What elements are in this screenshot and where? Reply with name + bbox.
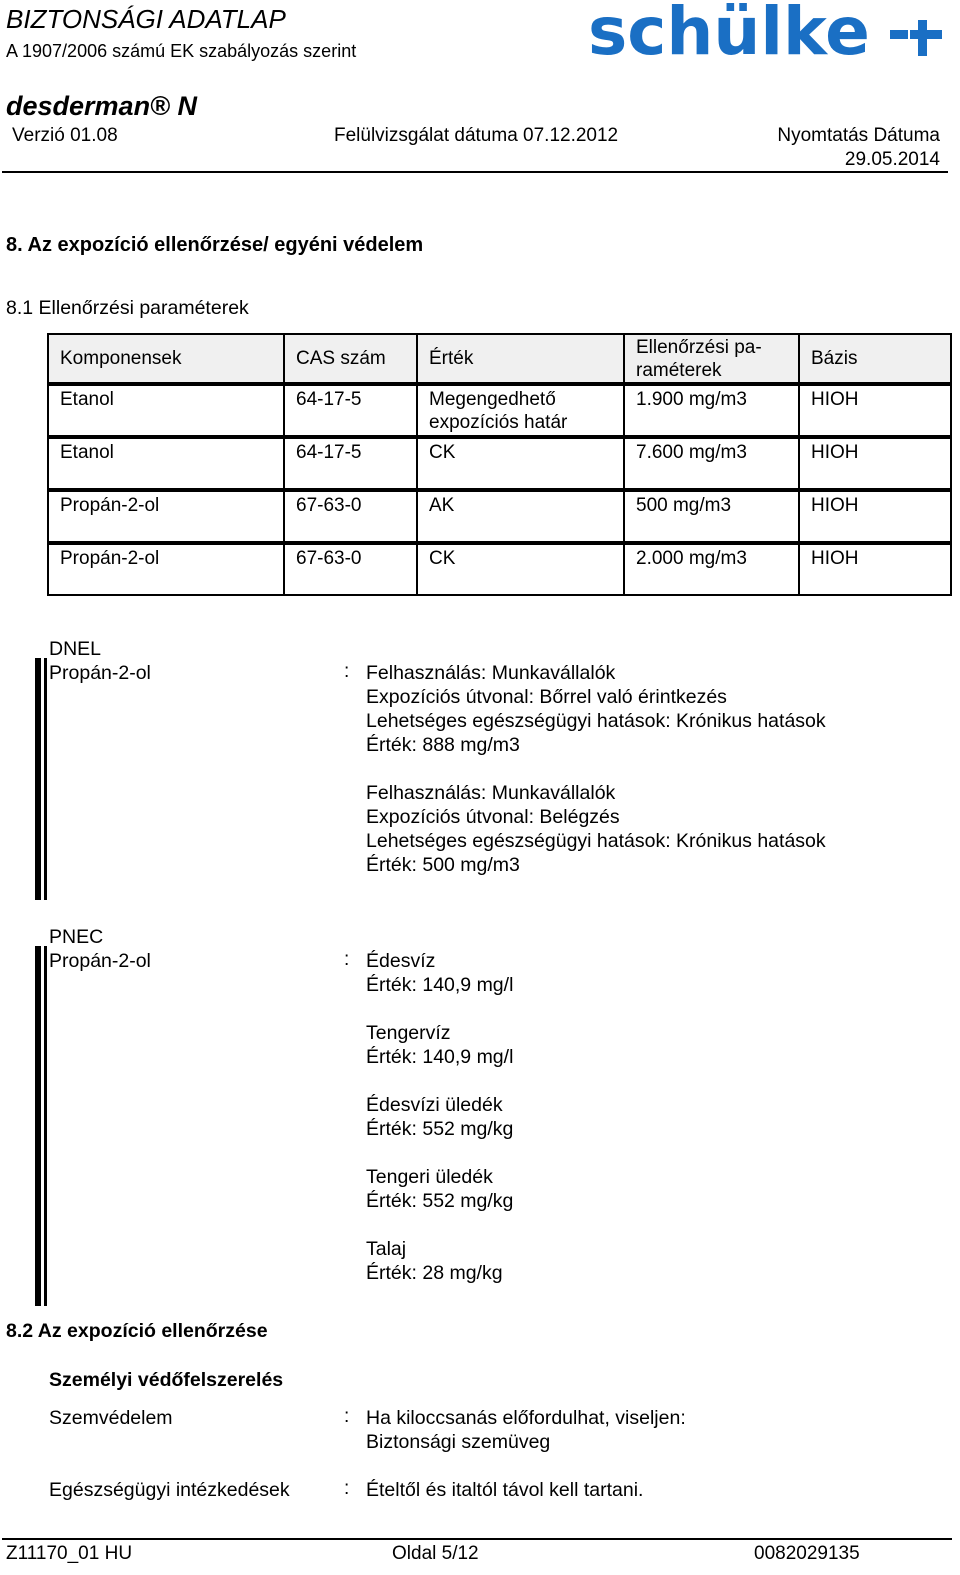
table-cell: CK xyxy=(417,437,624,490)
logo-text: schülke xyxy=(588,0,870,62)
pnec-line: Édesvízi üledék xyxy=(366,1094,503,1116)
footer-doc-code: Z11170_01 HU xyxy=(6,1543,133,1564)
header-cell: Bázis xyxy=(799,334,951,384)
document-title: BIZTONSÁGI ADATLAP xyxy=(6,4,286,34)
dnel-line: Érték: 500 mg/m3 xyxy=(366,854,520,876)
hygiene-value: Ételtől és italtól távol kell tartani. xyxy=(366,1479,644,1501)
pnec-line: Talaj xyxy=(366,1238,407,1260)
ppe-heading: Személyi védőfelszerelés xyxy=(49,1369,284,1391)
table-cell: 7.600 mg/m3 xyxy=(624,437,799,490)
section-8-1-title: 8.1 Ellenőrzési paraméterek xyxy=(6,297,249,319)
dnel-line: Lehetséges egészségügyi hatások: Krónikus hatások xyxy=(366,830,826,852)
table-cell: Propán-2-ol xyxy=(48,490,284,543)
dnel-substance: Propán-2-ol xyxy=(49,662,151,684)
pnec-line: Érték: 552 mg/kg xyxy=(366,1118,514,1140)
table-cell: HIOH xyxy=(799,543,951,595)
table-cell: Etanol xyxy=(48,437,284,490)
hygiene-label: Egészségügyi intézkedések xyxy=(49,1479,290,1501)
logo-plus-icon xyxy=(890,20,942,56)
print-date-label: Nyomtatás Dátuma xyxy=(777,125,940,146)
pnec-line: Érték: 140,9 mg/l xyxy=(366,1046,514,1068)
dnel-heading: DNEL xyxy=(49,638,102,660)
table-cell: 67-63-0 xyxy=(284,543,417,595)
control-parameters-table xyxy=(47,333,952,596)
table-row xyxy=(48,437,951,490)
table-cell: HIOH xyxy=(799,437,951,490)
pnec-colon: : xyxy=(344,949,350,970)
eye-protection-colon: : xyxy=(344,1406,350,1427)
hygiene-colon: : xyxy=(344,1478,350,1499)
pnec-heading: PNEC xyxy=(49,926,104,948)
table-row xyxy=(48,543,951,595)
dnel-line: Expozíciós útvonal: Belégzés xyxy=(366,806,620,828)
change-bar xyxy=(35,946,41,1306)
change-bar xyxy=(44,658,47,900)
section-8-title: 8. Az expozíció ellenőrzése/ egyéni védelem xyxy=(6,234,424,256)
pnec-values xyxy=(366,949,513,1285)
header-divider xyxy=(2,171,948,173)
table-cell: 2.000 mg/m3 xyxy=(624,543,799,595)
footer-page-number: Oldal 5/12 xyxy=(392,1543,479,1564)
pnec-substance: Propán-2-ol xyxy=(49,950,151,972)
table-cell: HIOH xyxy=(799,490,951,543)
product-name: desderman® N xyxy=(6,91,197,121)
table-header-row xyxy=(48,334,951,384)
table-cell: HIOH xyxy=(799,384,951,437)
pnec-line: Érték: 28 mg/kg xyxy=(366,1262,503,1284)
header-cell: CAS szám xyxy=(284,334,417,384)
table-cell: 500 mg/m3 xyxy=(624,490,799,543)
change-bar xyxy=(44,946,47,1306)
table-cell: Propán-2-ol xyxy=(48,543,284,595)
dnel-colon: : xyxy=(344,661,350,682)
header-cell: Ellenőrzési pa- raméterek xyxy=(624,334,799,384)
table-cell: Megengedhető expozíciós határ xyxy=(417,384,624,437)
eye-protection-line: Biztonsági szemüveg xyxy=(366,1431,551,1453)
section-8-2-title: 8.2 Az expozíció ellenőrzése xyxy=(6,1320,268,1342)
pnec-line: Tengervíz xyxy=(366,1022,451,1044)
table-cell: 1.900 mg/m3 xyxy=(624,384,799,437)
table-row xyxy=(48,384,951,437)
dnel-line: Érték: 888 mg/m3 xyxy=(366,734,520,756)
schulke-logo xyxy=(588,0,948,67)
dnel-line: Lehetséges egészségügyi hatások: Krónikus hatások xyxy=(366,710,826,732)
print-date: 29.05.2014 xyxy=(844,149,940,170)
footer-number: 0082029135 xyxy=(754,1543,860,1564)
table-cell: 64-17-5 xyxy=(284,437,417,490)
pnec-line: Tengeri üledék xyxy=(366,1166,493,1188)
version: Verzió 01.08 xyxy=(12,125,118,146)
table-row xyxy=(48,490,951,543)
dnel-line: Felhasználás: Munkavállalók xyxy=(366,662,616,684)
table-cell: 67-63-0 xyxy=(284,490,417,543)
header-cell: Érték xyxy=(417,334,624,384)
footer-divider xyxy=(2,1538,952,1540)
eye-protection-line: Ha kiloccsanás előfordulhat, viseljen: xyxy=(366,1407,686,1429)
pnec-line: Édesvíz xyxy=(366,950,436,972)
eye-protection-value xyxy=(366,1406,686,1454)
eye-protection-label: Szemvédelem xyxy=(49,1407,173,1429)
pnec-line: Érték: 552 mg/kg xyxy=(366,1190,514,1212)
header-cell: Komponensek xyxy=(48,334,284,384)
dnel-values xyxy=(366,661,826,877)
revision-date: Felülvizsgálat dátuma 07.12.2012 xyxy=(334,125,619,146)
dnel-line: Felhasználás: Munkavállalók xyxy=(366,782,616,804)
dnel-line: Expozíciós útvonal: Bőrrel való érintkezés xyxy=(366,686,727,708)
table-cell: Etanol xyxy=(48,384,284,437)
table-cell: 64-17-5 xyxy=(284,384,417,437)
pnec-line: Érték: 140,9 mg/l xyxy=(366,974,514,996)
change-bar xyxy=(35,658,41,900)
table-cell: CK xyxy=(417,543,624,595)
table-cell: AK xyxy=(417,490,624,543)
regulation-note: A 1907/2006 számú EK szabályozás szerint xyxy=(6,41,357,61)
